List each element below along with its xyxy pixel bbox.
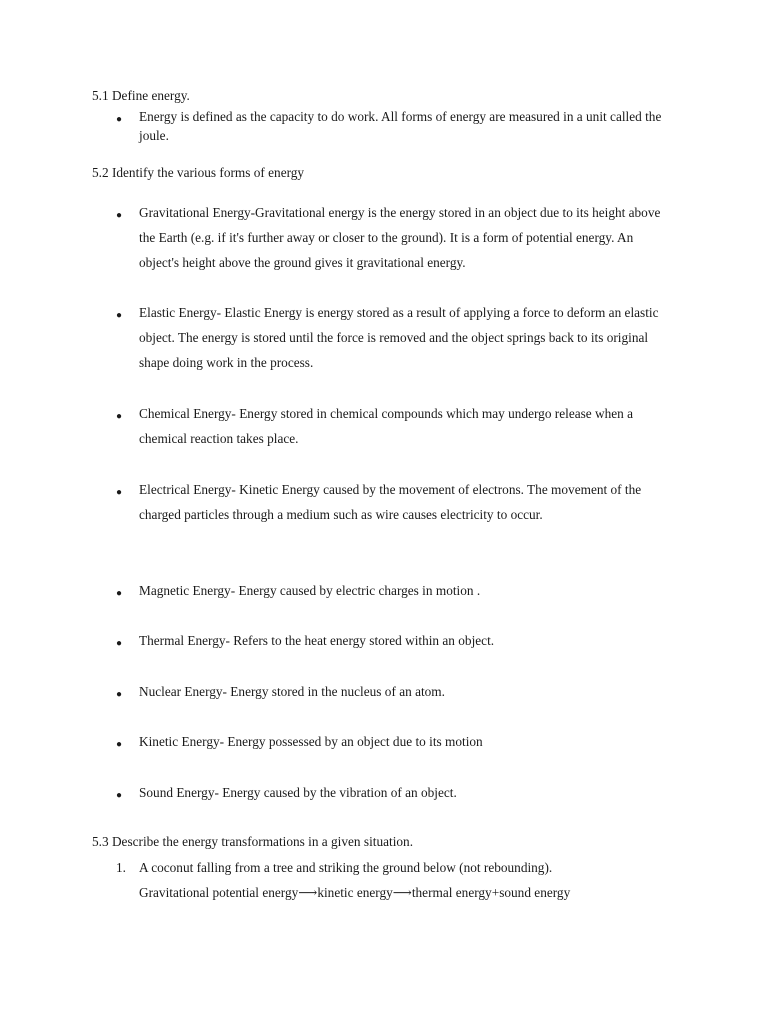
list-item [116,200,676,275]
list-item [116,679,676,704]
numbered-item [116,855,676,905]
list-number: 1. [116,860,126,875]
bullet-icon: ● [116,588,123,599]
numbered-item-transformation: Gravitational potential energy⟶kinetic energy⟶thermal energy+sound energy [139,885,571,900]
bullet-icon: ● [116,638,123,649]
list-item-text: Sound Energy- Energy caused by the vibration of an object. [139,785,457,800]
list-item-text: Energy is defined as the capacity to do work. All forms of energy are measured in a unit called the joule. [139,109,662,143]
bullet-icon: ● [116,739,123,750]
bullet-icon: ● [116,487,123,498]
list-item-text: Thermal Energy- Refers to the heat energy stored within an object. [139,633,495,648]
bullet-icon: ● [116,114,123,125]
bullet-icon: ● [116,210,123,221]
list-item-text: Elastic Energy- Elastic Energy is energy stored as a result of applying a force to deform an elastic object. The energy is stored until the force is removed and the object springs back to its original shape doing work in the process. [139,305,659,370]
section-heading-5-1: 5.1 Define energy. [92,88,190,103]
bullet-icon: ● [116,689,123,700]
list-item-text: Nuclear Energy- Energy stored in the nucleus of an atom. [139,684,445,699]
list-item-text: Electrical Energy- Kinetic Energy caused by the movement of electrons. The movement of the charged particles through a medium such as wire causes electricity to occur. [139,482,642,522]
list-item [116,401,676,451]
list-item-text: Chemical Energy- Energy stored in chemical compounds which may undergo release when a chemical reaction takes place. [139,406,634,446]
numbered-item-scenario: A coconut falling from a tree and striking the ground below (not rebounding). [139,860,553,875]
section-heading-5-3: 5.3 Describe the energy transformations in a given situation. [92,834,414,849]
list-item [116,107,676,145]
section-heading-5-2: 5.2 Identify the various forms of energy [92,165,305,180]
list-item [116,780,676,805]
list-item-text: Gravitational Energy-Gravitational energy is the energy stored in an object due to its height above the Earth (e.g. if it's further away or closer to the ground). It is a form of potential energy. An object's height above the ground gives it gravitational energy. [139,205,661,270]
list-item [116,729,676,754]
list-item-text: Magnetic Energy- Energy caused by electric charges in motion . [139,583,481,598]
list-item [116,300,676,375]
bullet-icon: ● [116,790,123,801]
bullet-icon: ● [116,411,123,422]
list-item [116,578,676,603]
bullet-icon: ● [116,310,123,321]
list-item [116,628,676,653]
list-item [116,477,676,527]
list-item-text: Kinetic Energy- Energy possessed by an object due to its motion [139,734,483,749]
